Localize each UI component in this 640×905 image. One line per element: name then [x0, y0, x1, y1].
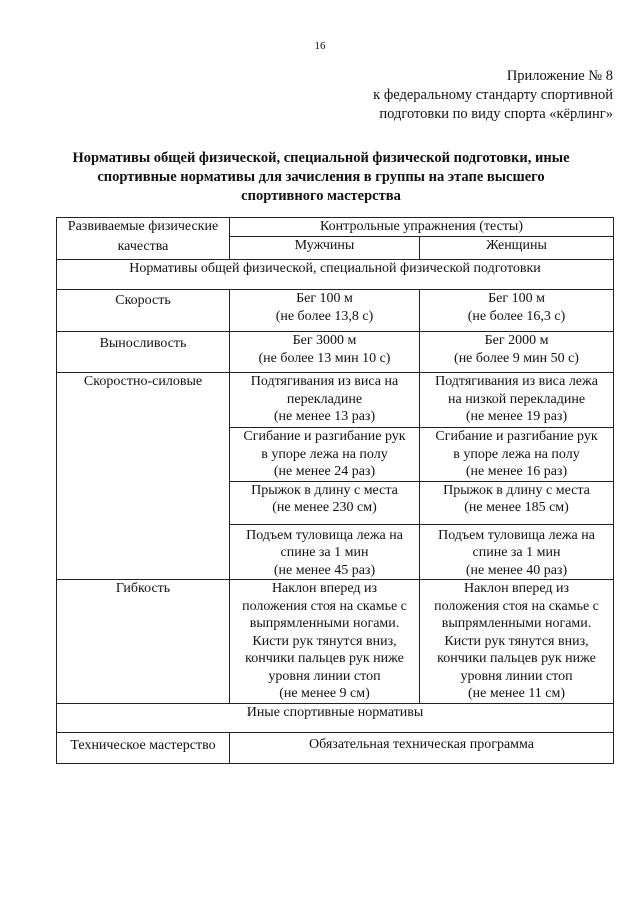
cell-line: (не более 13,8 с)	[275, 308, 374, 324]
men-cell	[230, 481, 420, 524]
cell-line: Наклон вперед из	[271, 581, 378, 596]
cell-line: Прыжок в длину с места	[251, 482, 398, 498]
header-quality-line: Развиваемые физические	[67, 219, 219, 234]
cell-line: (не более 16,3 с)	[467, 308, 566, 324]
cell-line: Подтягивания из виса лежа	[435, 374, 598, 389]
cell-line: (не менее 40 раз)	[465, 562, 568, 578]
cell-line: (не менее 230 см)	[272, 500, 377, 515]
cell-line: в упоре лежа на полу	[261, 446, 388, 462]
section-title-general: Нормативы общей физической, специальной физической подготовки	[57, 260, 614, 290]
men-cell	[230, 580, 420, 704]
cell-line: Прыжок в длину с места	[443, 482, 590, 498]
header-quality	[57, 218, 230, 260]
cell-line: (не менее 9 см)	[279, 686, 370, 701]
cell-line: выпрямленными ногами.	[249, 616, 400, 631]
women-cell	[420, 428, 614, 482]
cell-line: Подтягивания из виса на	[250, 374, 399, 389]
cell-line: спине за 1 мин	[280, 545, 369, 560]
women-cell	[420, 373, 614, 428]
page-number: 16	[314, 40, 326, 52]
technical-program-cell: Обязательная техническая программа	[230, 732, 614, 763]
cell-line: (не менее 13 раз)	[273, 409, 376, 424]
cell-line: выпрямленными ногами.	[441, 616, 592, 631]
cell-line: положения стоя на скамье с	[434, 598, 599, 614]
cell-line: в упоре лежа на полу	[453, 446, 580, 462]
cell-line: Подъем туловища лежа на	[438, 527, 595, 543]
table-header-row	[57, 218, 614, 237]
women-cell	[420, 524, 614, 580]
table-row	[57, 290, 614, 332]
cell-line: кончики пальцев рук ниже	[245, 651, 404, 666]
cell-line: спине за 1 мин	[472, 545, 561, 560]
cell-line: Сгибание и разгибание рук	[435, 429, 598, 444]
women-cell	[420, 332, 614, 373]
men-cell	[230, 332, 420, 373]
section-row	[57, 703, 614, 732]
title-line: Нормативы общей физической, специальной физической подготовки, иные	[72, 150, 570, 166]
quality-cell: Скоростно-силовые	[57, 373, 230, 580]
cell-line: Кисти рук тянутся вниз,	[252, 633, 397, 649]
appendix-header	[373, 67, 613, 124]
cell-line: (не более 13 мин 10 с)	[258, 350, 391, 366]
cell-line: перекладине	[286, 391, 363, 407]
section-row	[57, 260, 614, 290]
cell-line: Бег 3000 м	[292, 333, 357, 348]
cell-line: Бег 100 м	[488, 291, 545, 306]
quality-cell: Техническое мастерство	[57, 732, 230, 763]
men-cell	[230, 428, 420, 482]
men-cell	[230, 290, 420, 332]
title-line: спортивные нормативы для зачисления в группы на этапе высшего	[97, 169, 545, 185]
cell-line: Бег 2000 м	[484, 333, 549, 348]
table-row	[57, 580, 614, 704]
header-quality-line: качества	[117, 238, 169, 254]
cell-line: (не менее 16 раз)	[465, 464, 568, 479]
cell-line: положения стоя на скамье с	[242, 598, 407, 614]
appendix-line: Приложение № 8	[506, 68, 613, 84]
header-men: Мужчины	[230, 237, 420, 260]
title-line: спортивного мастерства	[241, 188, 401, 204]
table-row	[57, 373, 614, 428]
cell-line: (не менее 185 см)	[464, 500, 569, 515]
quality-cell: Выносливость	[57, 332, 230, 373]
header-women: Женщины	[420, 237, 614, 260]
cell-line: (не более 9 мин 50 с)	[454, 350, 579, 366]
header-tests: Контрольные упражнения (тесты)	[230, 218, 614, 237]
cell-line: (не менее 11 см)	[467, 686, 566, 701]
women-cell	[420, 481, 614, 524]
cell-line: Наклон вперед из	[463, 581, 570, 596]
men-cell	[230, 524, 420, 580]
cell-line: уровня линии стоп	[460, 668, 573, 684]
quality-cell: Скорость	[57, 290, 230, 332]
cell-line: Подъем туловища лежа на	[246, 527, 403, 543]
women-cell	[420, 290, 614, 332]
cell-line: Сгибание и разгибание рук	[243, 429, 406, 444]
cell-line: (не менее 24 раз)	[273, 464, 376, 479]
cell-line: (не менее 19 раз)	[465, 409, 568, 424]
men-cell	[230, 373, 420, 428]
cell-line: (не менее 45 раз)	[273, 562, 376, 578]
cell-line: уровня линии стоп	[268, 668, 381, 684]
quality-cell: Гибкость	[57, 580, 230, 704]
appendix-line: подготовки по виду спорта «кёрлинг»	[379, 106, 613, 122]
women-cell	[420, 580, 614, 704]
table-row	[57, 332, 614, 373]
standards-table	[56, 217, 614, 764]
section-title-other: Иные спортивные нормативы	[57, 703, 614, 732]
document-title	[66, 149, 576, 206]
cell-line: Бег 100 м	[296, 291, 353, 306]
appendix-line: к федеральному стандарту спортивной	[373, 87, 613, 103]
cell-line: кончики пальцев рук ниже	[437, 651, 596, 666]
cell-line: на низкой перекладине	[447, 391, 586, 407]
table-row	[57, 732, 614, 763]
cell-line: Кисти рук тянутся вниз,	[444, 633, 589, 649]
